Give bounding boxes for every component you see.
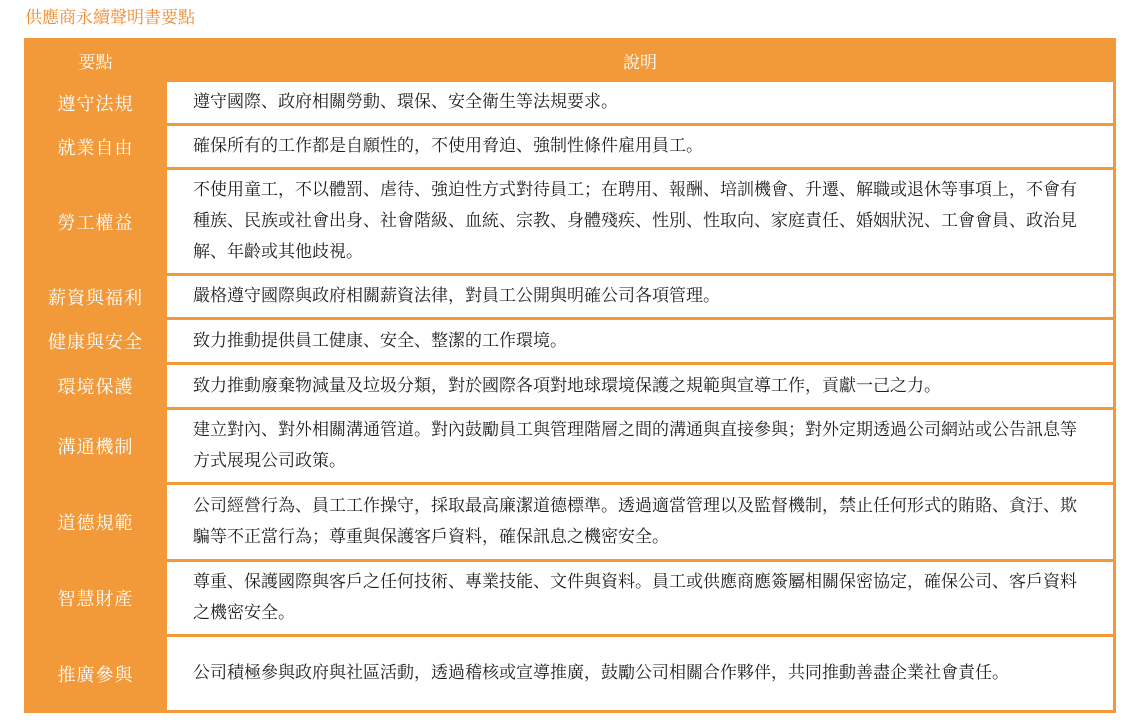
table-row <box>26 125 1115 169</box>
row-desc: 公司經營行為、員工工作操守，採取最高廉潔道德標準。透過適當管理以及監督機制，禁止任何形式的賄賂、貪汙、欺騙等不正當行為；尊重與保護客戶資料，確保訊息之機密安全。 <box>166 484 1115 561</box>
table-row <box>26 409 1115 484</box>
row-key: 推廣參與 <box>26 636 166 712</box>
row-key: 薪資與福利 <box>26 275 166 319</box>
row-desc: 遵守國際、政府相關勞動、環保、安全衛生等法規要求。 <box>166 81 1115 125</box>
table-row <box>26 364 1115 409</box>
table-row <box>26 319 1115 364</box>
row-key: 溝通機制 <box>26 409 166 484</box>
header-key: 要點 <box>26 40 166 81</box>
row-desc: 尊重、保護國際與客戶之任何技術、專業技能、文件與資料。員工或供應商應簽屬相關保密協定，確保公司、客戶資料之機密安全。 <box>166 561 1115 636</box>
row-desc: 確保所有的工作都是自願性的，不使用脅迫、強制性條件雇用員工。 <box>166 125 1115 169</box>
table-row <box>26 561 1115 636</box>
row-key: 遵守法規 <box>26 81 166 125</box>
table-row <box>26 484 1115 561</box>
row-desc: 不使用童工，不以體罰、虐待、強迫性方式對待員工；在聘用、報酬、培訓機會、升遷、解職或退休等事項上，不會有種族、民族或社會出身、社會階級、血統、宗教、身體殘疾、性別、性取向、家庭責任、婚姻狀況、工會會員、政治見解、年齡或其他歧視。 <box>166 169 1115 275</box>
page-title: 供應商永續聲明書要點 <box>25 8 195 28</box>
table-row <box>26 81 1115 125</box>
table-row <box>26 169 1115 275</box>
row-key: 道德規範 <box>26 484 166 561</box>
row-desc: 致力推動廢棄物減量及垃圾分類，對於國際各項對地球環境保護之規範與宣導工作，貢獻一己之力。 <box>166 364 1115 409</box>
supplier-points-table <box>24 38 1116 713</box>
row-desc: 致力推動提供員工健康、安全、整潔的工作環境。 <box>166 319 1115 364</box>
table-header-row <box>26 40 1115 81</box>
row-key: 健康與安全 <box>26 319 166 364</box>
table-row <box>26 636 1115 712</box>
row-key: 智慧財產 <box>26 561 166 636</box>
header-desc: 說明 <box>166 40 1115 81</box>
row-desc: 建立對內、對外相關溝通管道。對內鼓勵員工與管理階層之間的溝通與直接參與；對外定期透過公司網站或公告訊息等方式展現公司政策。 <box>166 409 1115 484</box>
row-key: 環境保護 <box>26 364 166 409</box>
row-key: 就業自由 <box>26 125 166 169</box>
row-key: 勞工權益 <box>26 169 166 275</box>
row-desc: 公司積極參與政府與社區活動，透過稽核或宣導推廣，鼓勵公司相關合作夥伴，共同推動善盡企業社會責任。 <box>166 636 1115 712</box>
table-row <box>26 275 1115 319</box>
row-desc: 嚴格遵守國際與政府相關薪資法律，對員工公開與明確公司各項管理。 <box>166 275 1115 319</box>
